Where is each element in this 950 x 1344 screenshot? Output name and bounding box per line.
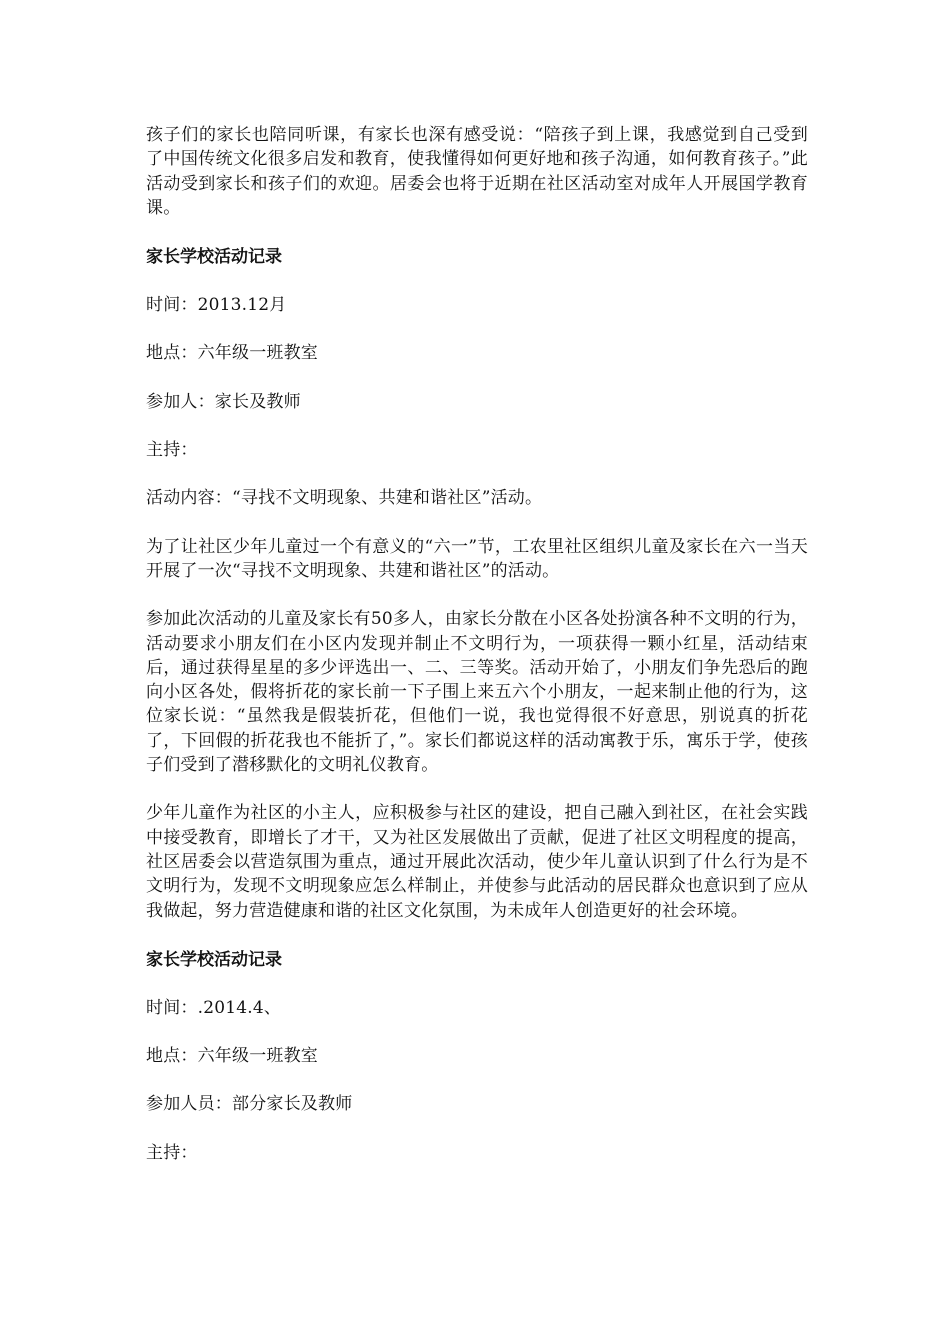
- record1-paragraph-1: 为了让社区少年儿童过一个有意义的“六一”节，工农里社区组织儿童及家长在六一当天开展了一次“寻找不文明现象、共建和谐社区”的活动。: [146, 536, 808, 581]
- record2-heading: 家长学校活动记录: [146, 949, 282, 970]
- record2-host: 主持：: [146, 1142, 198, 1163]
- document-page: [146, 123, 808, 1165]
- record1-location: 地点：六年级一班教室: [146, 343, 318, 364]
- record1-participants: 参加人：家长及教师: [146, 391, 301, 412]
- record2-participants: 参加人员：部分家长及教师: [146, 1094, 353, 1115]
- intro-paragraph: 孩子们的家长也陪同听课，有家长也深有感受说：“陪孩子到上课，我感觉到自己受到了中国传统文化很多启发和教育，使我懂得如何更好地和孩子沟通，如何教育孩子。”此活动受到家长和孩子们的欢迎。居委会也将于近期在社区活动室对成年人开展国学教育课。: [146, 125, 808, 218]
- record1-host: 主持：: [146, 440, 198, 461]
- record1-paragraph-3: 少年儿童作为社区的小主人，应积极参与社区的建设，把自己融入到社区，在社会实践中接受教育，即增长了才干，又为社区发展做出了贡献，促进了社区文明程度的提高，社区居委会以营造氛围为重点，通过开展此次活动，使少年儿童认识到了什么行为是不文明行为，发现不文明现象应怎么样制止，并使参与此活动的居民群众也意识到了应从我做起，努力营造健康和谐的社区文化氛围，为未成年人创造更好的社会环境。: [146, 803, 808, 921]
- record1-paragraph-2: 参加此次活动的儿童及家长有50多人，由家长分散在小区各处扮演各种不文明的行为，活动要求小朋友们在小区内发现并制止不文明行为，一项获得一颗小红星，活动结束后，通过获得星星的多少评选出一、二、三等奖。活动开始了，小朋友们争先恐后的跑向小区各处，假将折花的家长前一下子围上来五六个小朋友，一起来制止他的行为，这位家长说：“虽然我是假装折花，但他们一说，我也觉得很不好意思，别说真的折花了，下回假的折花我也不能折了，”。家长们都说这样的活动寓教于乐，寓乐于学，使孩子们受到了潜移默化的文明礼仪教育。: [146, 609, 808, 776]
- record1-time: 时间：2013.12月: [146, 295, 287, 316]
- record1-content: 活动内容：“寻找不文明现象、共建和谐社区”活动。: [146, 488, 543, 509]
- record2-time: 时间：.2014.4、: [146, 997, 282, 1018]
- record1-heading: 家长学校活动记录: [146, 247, 282, 268]
- record2-location: 地点：六年级一班教室: [146, 1046, 318, 1067]
